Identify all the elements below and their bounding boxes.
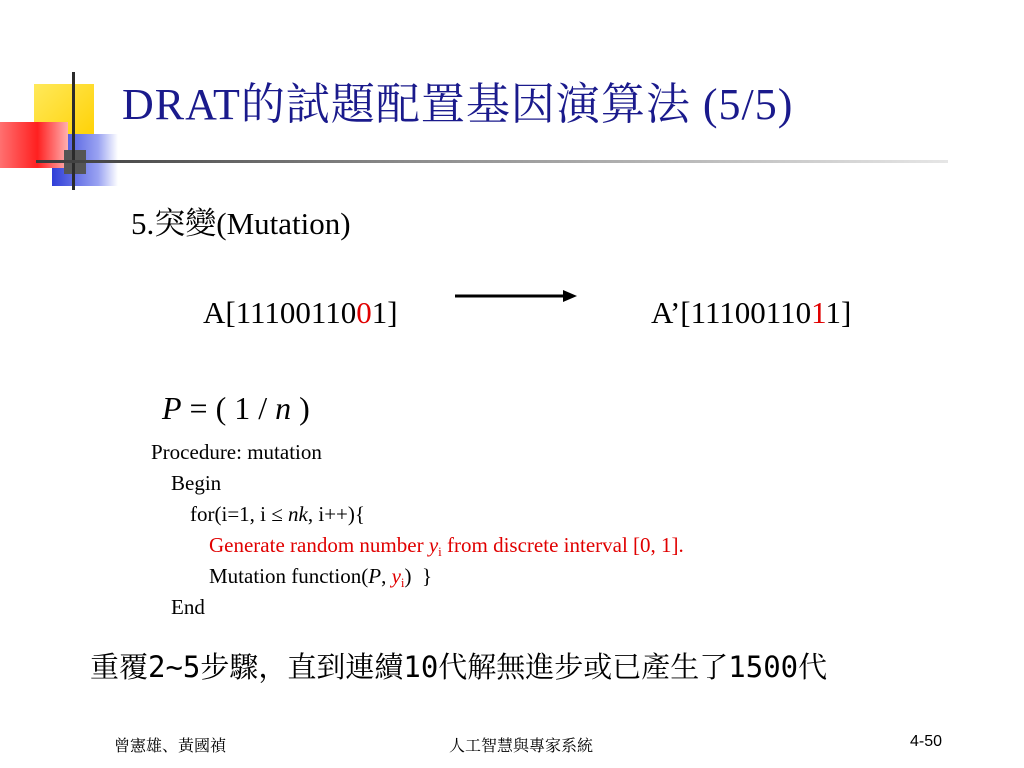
slide-title: DRAT的試題配置基因演算法 (5/5) (122, 80, 794, 129)
procedure-line-3 (190, 502, 365, 527)
formula-p: P (162, 390, 182, 426)
procedure-nk: nk (288, 502, 308, 526)
formula-n: n (275, 390, 292, 426)
sequence-after-suffix: 1] (825, 295, 852, 330)
sequence-after (651, 295, 851, 331)
footer-page-number: 4-50 (910, 733, 943, 750)
formula-close: ) (291, 390, 310, 426)
footer-authors: 曾憲雄、黃國禎 (114, 738, 227, 755)
procedure-mutation-y-sub: i (400, 575, 405, 590)
procedure-line-2: Begin (171, 471, 222, 495)
sequence-after-prefix: A’[11100110 (651, 295, 812, 330)
procedure-generate-y: y (428, 533, 439, 557)
procedure-mutation-call: Mutation function( (209, 564, 369, 588)
sequence-before-suffix: 1] (371, 295, 398, 330)
procedure-mutation-y: y (391, 564, 401, 588)
procedure-line-1: Procedure: mutation (151, 440, 322, 464)
procedure-line-5 (209, 564, 432, 591)
formula-eq: = ( 1 / (181, 390, 276, 426)
logo-decoration (0, 0, 130, 200)
procedure-mutation-p: P (368, 564, 382, 588)
procedure-for-end: , i++){ (307, 502, 365, 526)
mutation-arrow-icon (455, 286, 580, 306)
sequence-before (203, 295, 398, 331)
section-heading: 5.突變(Mutation) (131, 206, 351, 241)
sequence-after-mutated-bit: 1 (811, 295, 826, 330)
procedure-generate-interval: from discrete interval [0, 1]. (441, 533, 684, 557)
sequence-before-prefix: A[11100110 (203, 295, 357, 330)
title-vertical-rule (72, 72, 75, 190)
procedure-mutation-comma: , (381, 564, 392, 588)
procedure-for-start: for(i=1, i ≤ (190, 502, 289, 526)
footer-course: 人工智慧與專家系統 (449, 738, 594, 755)
title-underline (36, 160, 948, 163)
procedure-generate-text: Generate random number (209, 533, 429, 557)
sequence-before-mutated-bit: 0 (356, 295, 372, 330)
termination-summary: 重覆2~5步驟，直到連續10代解無進步或已產生了1500代 (90, 650, 828, 684)
procedure-line-6: End (171, 595, 205, 619)
procedure-generate-y-sub: i (438, 544, 442, 559)
procedure-mutation-close: ) } (404, 564, 433, 588)
mutation-probability-formula (162, 390, 310, 427)
procedure-line-4 (209, 533, 684, 560)
